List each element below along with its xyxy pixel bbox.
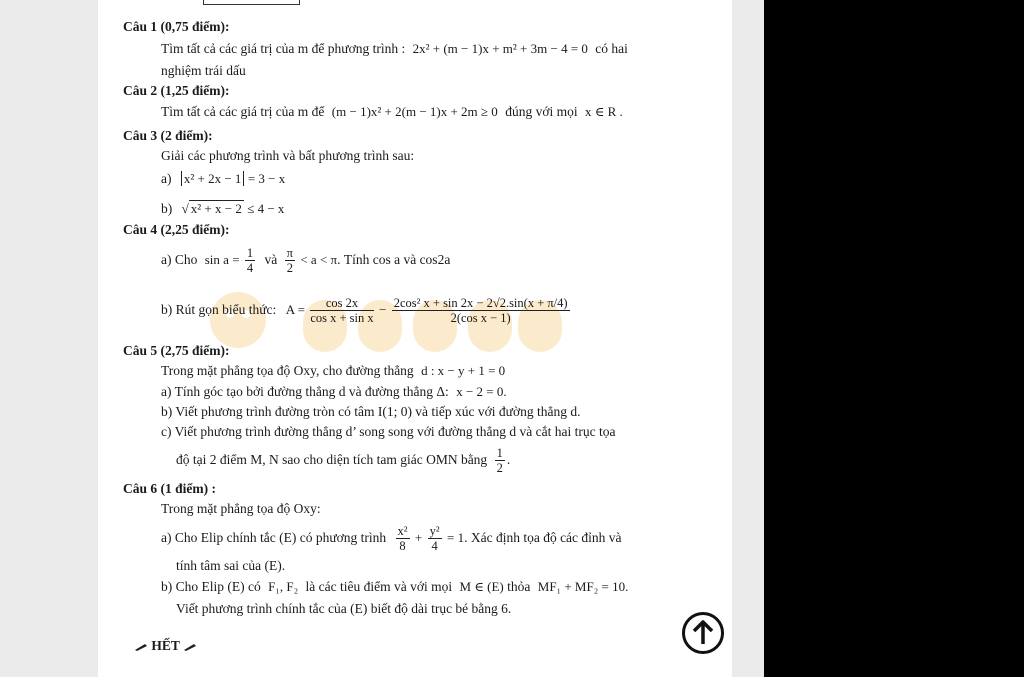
q6-a-text3: tính tâm sai của (E). — [176, 558, 286, 573]
q4-a-den: 4 — [246, 261, 254, 276]
q3-title: Câu 3 (2 điểm): — [123, 128, 213, 143]
q6-a-8: 8 — [399, 539, 406, 554]
q1-equation: 2x² + (m − 1)x + m² + 3m − 4 = 0 — [412, 41, 588, 56]
q3-b-label: b) — [161, 201, 173, 216]
right-dark-panel — [764, 0, 1024, 677]
q5-a-text: a) Tính góc tạo bởi đường thẳng d và đường thẳng Δ: — [161, 384, 449, 399]
q6-a-y2: y² — [429, 524, 440, 539]
q3-b-radicand: x² + x − 2 — [190, 201, 242, 216]
q4-part-b — [161, 290, 572, 330]
q6-b-text4: Viết phương trình chính tắc của (E) biết độ dài trục bé bằng 6. — [176, 601, 512, 616]
q2-title: Câu 2 (1,25 điểm): — [123, 83, 230, 98]
q6-title: Câu 6 (1 điểm) : — [123, 481, 216, 496]
q6-b-text2: là các tiêu điểm và với mọi — [305, 579, 453, 594]
q4-a-num: 1 — [246, 246, 254, 261]
q2-inequality: (m − 1)x² + 2(m − 1)x + 2m ≥ 0 — [331, 104, 498, 119]
q4-a-inequality: < a < π — [300, 252, 338, 267]
q6-a-4: 4 — [431, 539, 438, 554]
q4-b-f1-den: cos x + sin x — [310, 311, 374, 326]
q5-line-d: d : x − y + 1 = 0 — [421, 363, 506, 378]
header-box — [203, 0, 300, 5]
q6-a-plus: + — [414, 530, 423, 545]
q6-part-b — [161, 579, 628, 595]
q5-a-eq: x − 2 = 0. — [456, 384, 507, 399]
q1-text2: có hai — [595, 41, 628, 56]
q6-a-x2: x² — [397, 524, 408, 539]
q6-b-foci: F₁, F₂ — [268, 579, 299, 594]
q3-a-rhs: = 3 − x — [247, 171, 286, 186]
q6-a-text: a) Cho Elip chính tắc (E) có phương trình — [161, 530, 387, 545]
arrow-up-icon — [691, 620, 715, 646]
q5-part-c2 — [176, 443, 510, 477]
q4-b-f2-den: 2(cos x − 1) — [450, 311, 511, 326]
q4-b-minus: − — [379, 302, 387, 317]
q4-a-pi: π — [286, 246, 293, 261]
q1-line1 — [161, 41, 628, 57]
q6-b-cond: M ∈ (E) — [459, 579, 504, 594]
q5-c-num: 1 — [496, 446, 503, 461]
q6-a-fraction-y — [428, 524, 442, 553]
scroll-to-top-button[interactable] — [682, 612, 724, 654]
q1-title: Câu 1 (0,75 điểm): — [123, 19, 230, 34]
q6-a-eq1: = 1 — [447, 530, 465, 545]
q4-a-text: a) Cho — [161, 252, 198, 267]
q2-line1 — [161, 104, 623, 120]
q4-b-text: b) Rút gọn biểu thức: — [161, 302, 277, 317]
q1-text3: nghiệm trái dấu — [161, 63, 246, 78]
q4-b-f1-num: cos 2x — [310, 296, 373, 311]
pen-icon-left — [134, 642, 148, 652]
q4-b-f2-num: 2cos² x + sin 2x − 2√2.sin(x + π/4) — [393, 296, 568, 311]
q5-part-b: b) Viết phương trình đường tròn có tâm I(1; 0) và tiếp xúc với đường thẳng d. — [161, 404, 581, 419]
q5-part-a — [161, 384, 507, 400]
q3-b-sqrt: √ x² + x − 2 — [181, 201, 242, 216]
q5-intro-line — [161, 363, 505, 379]
q5-title: Câu 5 (2,75 điểm): — [123, 343, 230, 358]
q6-a-fraction-x — [396, 524, 410, 553]
pen-icon-right — [183, 642, 197, 652]
q4-b-A: A = — [285, 302, 305, 317]
q4-part-a — [161, 243, 450, 277]
q3-intro: Giải các phương trình và bất phương trình sau: — [161, 148, 415, 163]
q5-c2-text: độ tại 2 điểm M, N sao cho diện tích tam giác OMN bằng — [176, 452, 488, 467]
q3-part-b — [161, 201, 284, 217]
q3-a-label: a) — [161, 171, 172, 186]
q5-c-tail: . — [506, 452, 511, 467]
q4-a-two: 2 — [286, 261, 293, 276]
q5-c-den: 2 — [496, 461, 503, 476]
q5-intro: Trong mặt phẳng tọa độ Oxy, cho đường thẳng — [161, 363, 414, 378]
q4-a-fraction-1-4 — [245, 246, 255, 275]
q3-a-absolute: x² + 2x − 1 — [181, 171, 245, 186]
q3-b-rhs: ≤ 4 − x — [247, 201, 285, 216]
q2-text2: đúng với mọi — [505, 104, 578, 119]
end-text: HẾT — [151, 638, 180, 653]
q6-a-text2: . Xác định tọa độ các đỉnh và — [464, 530, 622, 545]
q4-a-sin: sin a = — [204, 252, 240, 267]
q6-part-a — [161, 521, 622, 555]
q4-a-fraction-pi-2 — [285, 246, 295, 275]
q6-b-sum: MF₁ + MF₂ = 10. — [537, 579, 629, 594]
q6-b-text3: thỏa — [507, 579, 531, 594]
q6-b-text1: b) Cho Elip (E) có — [161, 579, 261, 594]
q2-text1: Tìm tất cả các giá trị của m để — [161, 104, 325, 119]
document-page — [98, 0, 732, 677]
q5-part-c1: c) Viết phương trình đường thẳng d’ song song với đường thẳng d và cắt hai trục tọa — [161, 424, 616, 439]
q3-part-a — [161, 171, 285, 187]
q5-c-fraction — [495, 446, 505, 475]
q2-condition: x ∈ R . — [584, 104, 623, 119]
q4-b-fraction-2 — [392, 296, 570, 325]
end-line — [134, 638, 197, 654]
q4-b-fraction-1 — [310, 296, 373, 325]
q4-a-va: và — [264, 252, 278, 267]
q1-text1: Tìm tất cả các giá trị của m để phương trình : — [161, 41, 406, 56]
q4-title: Câu 4 (2,25 điểm): — [123, 222, 230, 237]
q6-intro: Trong mặt phẳng tọa độ Oxy: — [161, 501, 321, 516]
q4-a-tail: . Tính cos a và cos2a — [337, 252, 451, 267]
